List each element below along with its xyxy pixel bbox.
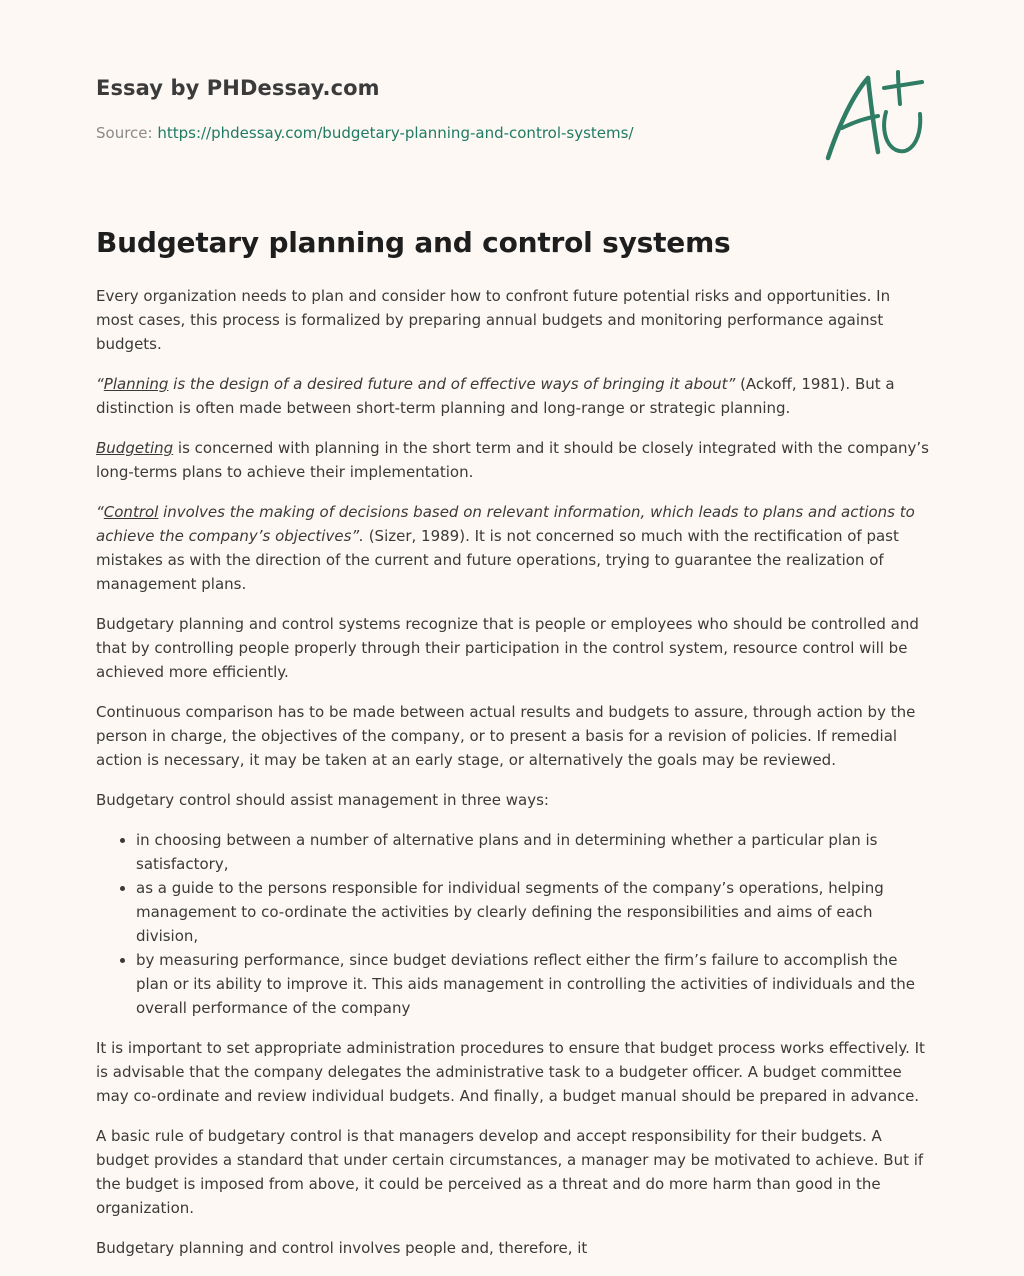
term-budgeting-wrap bbox=[96, 439, 173, 457]
source-label: Source: bbox=[96, 124, 158, 142]
paragraph-text: (Sizer, 1989). It is not concerned so much with the rectification of past mistakes as with the direction of the current and future operations, trying to guarantee the realization of management plans. bbox=[96, 527, 899, 593]
paragraph-text: (Ackoff, 1981). But a distinction is often made between short-term planning and long-range or strategic planning. bbox=[96, 375, 895, 417]
brand-title: Essay by PHDessay.com bbox=[96, 76, 380, 100]
paragraph-text: is concerned with planning in the short term and it should be closely integrated with the company’s long-terms plans to achieve their implementation. bbox=[96, 439, 929, 481]
source-link[interactable]: https://phdessay.com/budgetary-planning-and-control-systems/ bbox=[157, 124, 634, 142]
list-item: • in choosing between a number of alternative plans and in determining whether a particular plan is satisfactory, bbox=[136, 828, 930, 876]
paragraph: It is important to set appropriate administration procedures to ensure that budget process works effectively. It is advisable that the company delegates the administrative task to a budgeter officer. A budget committee may co-ordinate and review individual budgets. And finally, a budget manual should be prepared in advance. bbox=[96, 1039, 925, 1105]
paragraph-control bbox=[96, 500, 930, 596]
quote-open: “ bbox=[96, 375, 104, 393]
paragraph: A basic rule of budgetary control is that managers develop and accept responsibility for their budgets. A budget provides a standard that under certain circumstances, a manager may be motivated to achieve. But if the budget is imposed from above, it could be perceived as a threat and do more harm than good in the organization. bbox=[96, 1127, 924, 1217]
paragraph: Every organization needs to plan and consider how to confront future potential risks and opportunities. In most cases, this process is formalized by preparing annual budgets and monitoring performance against budgets. bbox=[96, 287, 891, 353]
paragraph: Continuous comparison has to be made between actual results and budgets to assure, through action by the person in charge, the objectives of the company, or to present a basis for a revision of policies. If remedial action is necessary, it may be taken at an early stage, or alternatively the goals may be reviewed. bbox=[96, 703, 916, 769]
article-body bbox=[96, 284, 930, 1276]
a-plus-logo-icon bbox=[822, 66, 928, 166]
paragraph: Budgetary planning and control involves people and, therefore, it bbox=[96, 1239, 588, 1257]
quote-planning bbox=[96, 375, 735, 393]
term-budgeting: Budgeting bbox=[96, 439, 174, 457]
term-planning: Planning bbox=[103, 375, 169, 393]
term-control: Control bbox=[103, 503, 159, 521]
paragraph-budgeting bbox=[96, 436, 930, 484]
source-line bbox=[96, 124, 634, 142]
list-item: • as a guide to the persons responsible for individual segments of the company’s operations, helping management to co-ordinate the activities by clearly defining the responsibilities and aims of each division, bbox=[136, 876, 930, 948]
paragraph: Budgetary planning and control systems recognize that is people or employees who should be controlled and that by controlling people properly through their participation in the control system, resource control will be achieved more efficiently. bbox=[96, 615, 919, 681]
quote-text: involves the making of decisions based on relevant information, which leads to plans and actions to achieve the company’s objectives”. bbox=[96, 503, 915, 545]
paragraph-planning bbox=[96, 372, 930, 420]
page-title: Budgetary planning and control systems bbox=[96, 226, 731, 259]
bullet-list bbox=[96, 828, 930, 1020]
paragraph: Budgetary control should assist management in three ways: bbox=[96, 791, 549, 809]
list-item: • by measuring performance, since budget deviations reflect either the firm’s failure to accomplish the plan or its ability to improve it. This aids management in controlling the activities of individuals and the overall performance of the company bbox=[136, 948, 930, 1020]
quote-text: is the design of a desired future and of effective ways of bringing it about” bbox=[168, 375, 736, 393]
quote-open: “ bbox=[96, 503, 104, 521]
